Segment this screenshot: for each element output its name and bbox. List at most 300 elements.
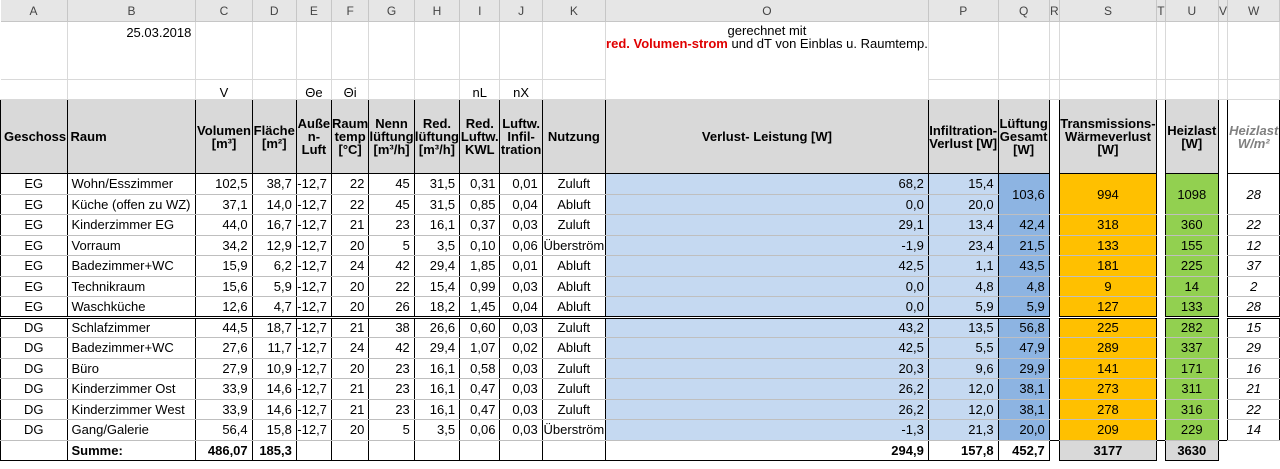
cell-w[interactable]: 21 [1228,379,1280,400]
cell-u[interactable]: 171 [1166,358,1219,379]
cell-nenn[interactable]: 26 [369,297,414,318]
cell-q[interactable]: 5,9 [998,297,1049,318]
cell-q[interactable]: 21,5 [998,235,1049,256]
cell-ti[interactable]: 21 [331,215,368,236]
column-header-v[interactable]: V [1218,0,1228,22]
cell-ti[interactable]: 20 [331,420,368,441]
cell-ti[interactable]: 21 [331,379,368,400]
header-f[interactable]: Raum temp [°C] [331,100,368,174]
column-header-g[interactable]: G [369,0,414,22]
sheet-cell[interactable] [252,22,296,80]
cell-w[interactable]: 12 [1228,235,1280,256]
cell-inf[interactable]: 0,03 [500,379,542,400]
cell-v[interactable]: 27,9 [196,358,252,379]
sheet-cell[interactable] [369,22,414,80]
sheet-cell[interactable] [1049,22,1059,80]
header-j[interactable]: Luftw. Infil- tration [500,100,542,174]
sheet-cell[interactable] [1218,80,1228,100]
cell-o[interactable]: 26,2 [606,379,929,400]
cell-inf[interactable]: 0,06 [500,235,542,256]
cell-u[interactable]: 316 [1166,399,1219,420]
header-q[interactable]: Lüftung Gesamt [W] [998,100,1049,174]
header-p[interactable]: Infiltration- Verlust [W] [928,100,998,174]
cell-te[interactable]: -12,7 [296,379,331,400]
cell-u[interactable]: 14 [1166,276,1219,297]
cell-s[interactable]: 225 [1060,317,1157,338]
cell-raum[interactable]: Schlafzimmer [67,317,196,338]
cell-inf[interactable]: 0,03 [500,215,542,236]
cell-te[interactable]: -12,7 [296,235,331,256]
cell-red[interactable]: 16,1 [414,358,459,379]
cell-nutz[interactable]: Abluft [542,256,605,277]
sheet-cell[interactable] [1156,22,1165,80]
cell-o[interactable]: 0,0 [606,297,929,318]
symbol-e[interactable]: Θe [296,80,331,100]
column-header-b[interactable]: B [67,0,196,22]
cell-p[interactable]: 13,4 [928,215,998,236]
column-header-w[interactable]: W [1228,0,1280,22]
sheet-cell[interactable] [998,80,1049,100]
cell-w[interactable]: 14 [1228,420,1280,441]
cell-g[interactable]: EG [1,194,68,215]
cell-f[interactable]: 15,8 [252,420,296,441]
cell-f[interactable]: 5,9 [252,276,296,297]
cell-v[interactable]: 27,6 [196,338,252,359]
sum-blank[interactable] [331,440,368,460]
sum-blank[interactable] [1228,440,1280,460]
cell-red[interactable]: 16,1 [414,399,459,420]
cell-u[interactable]: 133 [1166,297,1219,318]
header-d[interactable]: Fläche [m²] [252,100,296,174]
symbol-c[interactable]: V [196,80,252,100]
sheet-cell[interactable] [1166,80,1219,100]
cell-u[interactable]: 1098 [1166,174,1219,215]
cell-inf[interactable]: 0,03 [500,420,542,441]
cell-g[interactable]: DG [1,399,68,420]
cell-q[interactable]: 4,8 [998,276,1049,297]
cell-v[interactable]: 12,6 [196,297,252,318]
cell-v[interactable]: 44,5 [196,317,252,338]
cell-g[interactable]: EG [1,235,68,256]
column-header-i[interactable]: I [460,0,500,22]
cell-w[interactable]: 28 [1228,174,1280,215]
cell-te[interactable]: -12,7 [296,215,331,236]
sheet-cell[interactable] [1,80,68,100]
cell-f[interactable]: 18,7 [252,317,296,338]
cell-o[interactable]: 0,0 [606,194,929,215]
sum-blank[interactable] [1,440,68,460]
cell-ti[interactable]: 20 [331,358,368,379]
header-k[interactable]: Nutzung [542,100,605,174]
cell-q[interactable]: 38,1 [998,399,1049,420]
sum-u[interactable]: 3630 [1166,440,1219,460]
cell-u[interactable]: 337 [1166,338,1219,359]
cell-q[interactable]: 103,6 [998,174,1049,215]
cell-te[interactable]: -12,7 [296,358,331,379]
sheet-cell[interactable] [1049,80,1059,100]
column-header-j[interactable]: J [500,0,542,22]
cell-o[interactable]: 42,5 [606,338,929,359]
sheet-cell[interactable] [998,22,1049,80]
cell-f[interactable]: 38,7 [252,174,296,195]
cell-kwl[interactable]: 1,85 [460,256,500,277]
cell-o[interactable]: 42,5 [606,256,929,277]
cell-nenn[interactable]: 5 [369,235,414,256]
cell-q[interactable]: 47,9 [998,338,1049,359]
cell-p[interactable]: 23,4 [928,235,998,256]
cell-f[interactable]: 14,6 [252,379,296,400]
cell-inf[interactable]: 0,03 [500,399,542,420]
cell-q[interactable]: 42,4 [998,215,1049,236]
cell-nenn[interactable]: 23 [369,379,414,400]
symbol-i[interactable]: nL [460,80,500,100]
cell-ti[interactable]: 21 [331,399,368,420]
cell-s[interactable]: 181 [1060,256,1157,277]
cell-p[interactable]: 20,0 [928,194,998,215]
sheet-cell[interactable] [196,22,252,80]
cell-p[interactable]: 4,8 [928,276,998,297]
cell-f[interactable]: 11,7 [252,338,296,359]
header-e[interactable]: Auße n- Luft [296,100,331,174]
cell-raum[interactable]: Kinderzimmer Ost [67,379,196,400]
cell-te[interactable]: -12,7 [296,420,331,441]
cell-raum[interactable]: Badezimmer+WC [67,256,196,277]
header-s[interactable]: Transmissions- Wärmeverlust [W] [1060,100,1157,174]
cell-inf[interactable]: 0,01 [500,256,542,277]
cell-s[interactable]: 127 [1060,297,1157,318]
cell-v[interactable]: 37,1 [196,194,252,215]
cell-red[interactable]: 26,6 [414,317,459,338]
cell-nenn[interactable]: 38 [369,317,414,338]
cell-p[interactable]: 9,6 [928,358,998,379]
cell-q[interactable]: 43,5 [998,256,1049,277]
header-h[interactable]: Red. lüftung [m³/h] [414,100,459,174]
cell-te[interactable]: -12,7 [296,174,331,195]
sheet-cell[interactable] [414,80,459,100]
cell-p[interactable]: 12,0 [928,379,998,400]
column-header-p[interactable]: P [928,0,998,22]
cell-f[interactable]: 14,6 [252,399,296,420]
cell-o[interactable]: 0,0 [606,276,929,297]
header-b[interactable]: Raum [67,100,196,174]
sum-label[interactable]: Summe: [67,440,196,460]
cell-o[interactable]: 26,2 [606,399,929,420]
cell-red[interactable]: 16,1 [414,215,459,236]
cell-kwl[interactable]: 0,10 [460,235,500,256]
cell-v[interactable]: 102,5 [196,174,252,195]
cell-q[interactable]: 38,1 [998,379,1049,400]
cell-red[interactable]: 3,5 [414,235,459,256]
cell-te[interactable]: -12,7 [296,194,331,215]
cell-nenn[interactable]: 23 [369,215,414,236]
sum-f[interactable]: 185,3 [252,440,296,460]
cell-ti[interactable]: 22 [331,174,368,195]
cell-nutz[interactable]: Überström [542,420,605,441]
cell-kwl[interactable]: 0,99 [460,276,500,297]
cell-ti[interactable]: 20 [331,235,368,256]
cell-u[interactable]: 311 [1166,379,1219,400]
cell-ti[interactable]: 24 [331,338,368,359]
cell-v[interactable]: 34,2 [196,235,252,256]
cell-u[interactable]: 360 [1166,215,1219,236]
column-header-d[interactable]: D [252,0,296,22]
column-header-t[interactable]: T [1156,0,1165,22]
sum-s[interactable]: 3177 [1060,440,1157,460]
cell-o[interactable]: -1,3 [606,420,929,441]
sheet-cell[interactable] [1060,80,1157,100]
cell-nutz[interactable]: Abluft [542,194,605,215]
cell-v[interactable]: 15,6 [196,276,252,297]
cell-raum[interactable]: Küche (offen zu WZ) [67,194,196,215]
sheet-cell[interactable] [1218,22,1228,80]
cell-u[interactable]: 282 [1166,317,1219,338]
cell-kwl[interactable]: 0,31 [460,174,500,195]
cell-nenn[interactable]: 45 [369,174,414,195]
cell-nutz[interactable]: Überström [542,235,605,256]
sheet-cell[interactable] [542,80,605,100]
symbol-f[interactable]: Θi [331,80,368,100]
note-cell[interactable] [606,22,929,100]
cell-o[interactable]: 20,3 [606,358,929,379]
cell-f[interactable]: 6,2 [252,256,296,277]
cell-nenn[interactable]: 23 [369,358,414,379]
cell-p[interactable]: 21,3 [928,420,998,441]
cell-raum[interactable]: Kinderzimmer West [67,399,196,420]
column-header-r[interactable]: R [1049,0,1059,22]
cell-inf[interactable]: 0,03 [500,276,542,297]
sheet-cell[interactable] [414,22,459,80]
cell-inf[interactable]: 0,03 [500,358,542,379]
cell-inf[interactable]: 0,04 [500,194,542,215]
sheet-cell[interactable] [296,22,331,80]
column-header-q[interactable]: Q [998,0,1049,22]
cell-kwl[interactable]: 0,37 [460,215,500,236]
sheet-cell[interactable] [928,22,998,80]
cell-red[interactable]: 29,4 [414,256,459,277]
cell-kwl[interactable]: 0,60 [460,317,500,338]
cell-o[interactable]: -1,9 [606,235,929,256]
sheet-cell[interactable] [1,22,68,80]
sheet-cell[interactable] [1156,80,1165,100]
sheet-cell[interactable] [928,80,998,100]
cell-raum[interactable]: Büro [67,358,196,379]
cell-q[interactable]: 29,9 [998,358,1049,379]
cell-p[interactable]: 12,0 [928,399,998,420]
sum-blank[interactable] [542,440,605,460]
cell-w[interactable]: 15 [1228,317,1280,338]
sheet-cell[interactable] [331,22,368,80]
cell-w[interactable]: 2 [1228,276,1280,297]
cell-nutz[interactable]: Abluft [542,297,605,318]
column-header-a[interactable]: A [1,0,68,22]
header-u[interactable]: Heizlast [W] [1166,100,1219,174]
cell-f[interactable]: 4,7 [252,297,296,318]
cell-inf[interactable]: 0,03 [500,317,542,338]
cell-w[interactable]: 22 [1228,399,1280,420]
cell-te[interactable]: -12,7 [296,297,331,318]
cell-o[interactable]: 68,2 [606,174,929,195]
cell-kwl[interactable]: 0,58 [460,358,500,379]
sheet-cell[interactable] [542,22,605,80]
cell-v[interactable]: 33,9 [196,399,252,420]
header-g[interactable]: Nenn lüftung [m³/h] [369,100,414,174]
sum-q[interactable]: 452,7 [998,440,1049,460]
column-header-f[interactable]: F [331,0,368,22]
sum-v[interactable]: 486,07 [196,440,252,460]
header-i[interactable]: Red. Luftw. KWL [460,100,500,174]
cell-nutz[interactable]: Zuluft [542,399,605,420]
cell-red[interactable]: 31,5 [414,194,459,215]
cell-ti[interactable]: 22 [331,194,368,215]
cell-g[interactable]: EG [1,215,68,236]
cell-o[interactable]: 29,1 [606,215,929,236]
cell-kwl[interactable]: 0,06 [460,420,500,441]
column-header-h[interactable]: H [414,0,459,22]
cell-red[interactable]: 18,2 [414,297,459,318]
sheet-cell[interactable] [1166,22,1219,80]
cell-w[interactable]: 16 [1228,358,1280,379]
cell-f[interactable]: 10,9 [252,358,296,379]
cell-s[interactable]: 289 [1060,338,1157,359]
cell-kwl[interactable]: 1,07 [460,338,500,359]
cell-s[interactable]: 133 [1060,235,1157,256]
cell-inf[interactable]: 0,01 [500,174,542,195]
cell-red[interactable]: 29,4 [414,338,459,359]
cell-f[interactable]: 14,0 [252,194,296,215]
cell-g[interactable]: EG [1,174,68,195]
cell-nutz[interactable]: Abluft [542,276,605,297]
sheet-cell[interactable] [369,80,414,100]
cell-w[interactable]: 29 [1228,338,1280,359]
cell-s[interactable]: 9 [1060,276,1157,297]
cell-ti[interactable]: 20 [331,297,368,318]
cell-g[interactable]: EG [1,256,68,277]
cell-q[interactable]: 56,8 [998,317,1049,338]
sheet-cell[interactable] [500,22,542,80]
cell-kwl[interactable]: 0,47 [460,379,500,400]
cell-p[interactable]: 13,5 [928,317,998,338]
cell-te[interactable]: -12,7 [296,276,331,297]
cell-nutz[interactable]: Zuluft [542,317,605,338]
column-header-e[interactable]: E [296,0,331,22]
cell-p[interactable]: 5,9 [928,297,998,318]
cell-g[interactable]: DG [1,358,68,379]
cell-g[interactable]: DG [1,379,68,400]
cell-w[interactable]: 37 [1228,256,1280,277]
cell-v[interactable]: 15,9 [196,256,252,277]
symbol-j[interactable]: nX [500,80,542,100]
cell-s[interactable]: 994 [1060,174,1157,215]
cell-te[interactable]: -12,7 [296,256,331,277]
column-header-s[interactable]: S [1060,0,1157,22]
cell-nutz[interactable]: Abluft [542,338,605,359]
sheet-cell[interactable] [1060,22,1157,80]
header-c[interactable]: Volumen [m³] [196,100,252,174]
sheet-cell[interactable] [460,22,500,80]
cell-u[interactable]: 229 [1166,420,1219,441]
cell-raum[interactable]: Technikraum [67,276,196,297]
cell-s[interactable]: 318 [1060,215,1157,236]
cell-p[interactable]: 1,1 [928,256,998,277]
cell-nenn[interactable]: 42 [369,338,414,359]
date-cell[interactable]: 25.03.2018 [67,22,196,80]
cell-w[interactable]: 28 [1228,297,1280,318]
cell-ti[interactable]: 20 [331,276,368,297]
cell-nenn[interactable]: 22 [369,276,414,297]
cell-p[interactable]: 5,5 [928,338,998,359]
cell-nutz[interactable]: Zuluft [542,215,605,236]
header-a[interactable]: Geschoss [1,100,68,174]
sum-blank[interactable] [500,440,542,460]
column-header-o[interactable]: O [606,0,929,22]
cell-s[interactable]: 273 [1060,379,1157,400]
sheet-cell[interactable] [67,80,196,100]
cell-nenn[interactable]: 23 [369,399,414,420]
cell-red[interactable]: 15,4 [414,276,459,297]
sum-blank[interactable] [296,440,331,460]
column-header-k[interactable]: K [542,0,605,22]
cell-s[interactable]: 141 [1060,358,1157,379]
sheet-cell[interactable] [252,80,296,100]
cell-ti[interactable]: 21 [331,317,368,338]
cell-s[interactable]: 209 [1060,420,1157,441]
cell-g[interactable]: DG [1,317,68,338]
sum-o[interactable]: 294,9 [606,440,929,460]
column-header-c[interactable]: C [196,0,252,22]
cell-te[interactable]: -12,7 [296,317,331,338]
sum-p[interactable]: 157,8 [928,440,998,460]
cell-raum[interactable]: Waschküche [67,297,196,318]
sum-blank[interactable] [460,440,500,460]
cell-v[interactable]: 33,9 [196,379,252,400]
cell-raum[interactable]: Wohn/Esszimmer [67,174,196,195]
cell-raum[interactable]: Badezimmer+WC [67,338,196,359]
cell-raum[interactable]: Gang/Galerie [67,420,196,441]
cell-nutz[interactable]: Zuluft [542,358,605,379]
cell-q[interactable]: 20,0 [998,420,1049,441]
cell-nutz[interactable]: Zuluft [542,174,605,195]
cell-te[interactable]: -12,7 [296,399,331,420]
cell-inf[interactable]: 0,02 [500,338,542,359]
cell-g[interactable]: DG [1,420,68,441]
cell-f[interactable]: 16,7 [252,215,296,236]
cell-inf[interactable]: 0,04 [500,297,542,318]
cell-red[interactable]: 3,5 [414,420,459,441]
cell-o[interactable]: 43,2 [606,317,929,338]
cell-u[interactable]: 225 [1166,256,1219,277]
cell-raum[interactable]: Kinderzimmer EG [67,215,196,236]
cell-kwl[interactable]: 0,47 [460,399,500,420]
cell-w[interactable]: 22 [1228,215,1280,236]
cell-nenn[interactable]: 45 [369,194,414,215]
cell-s[interactable]: 278 [1060,399,1157,420]
sheet-cell[interactable] [1228,22,1280,80]
cell-g[interactable]: DG [1,338,68,359]
cell-red[interactable]: 16,1 [414,379,459,400]
cell-g[interactable]: EG [1,297,68,318]
cell-nenn[interactable]: 42 [369,256,414,277]
column-header-u[interactable]: U [1166,0,1219,22]
cell-te[interactable]: -12,7 [296,338,331,359]
sum-blank[interactable] [369,440,414,460]
cell-f[interactable]: 12,9 [252,235,296,256]
sheet-cell[interactable] [1228,80,1280,100]
cell-g[interactable]: EG [1,276,68,297]
cell-v[interactable]: 44,0 [196,215,252,236]
cell-u[interactable]: 155 [1166,235,1219,256]
header-w[interactable]: Heizlast W/m² [1228,100,1280,174]
cell-ti[interactable]: 24 [331,256,368,277]
